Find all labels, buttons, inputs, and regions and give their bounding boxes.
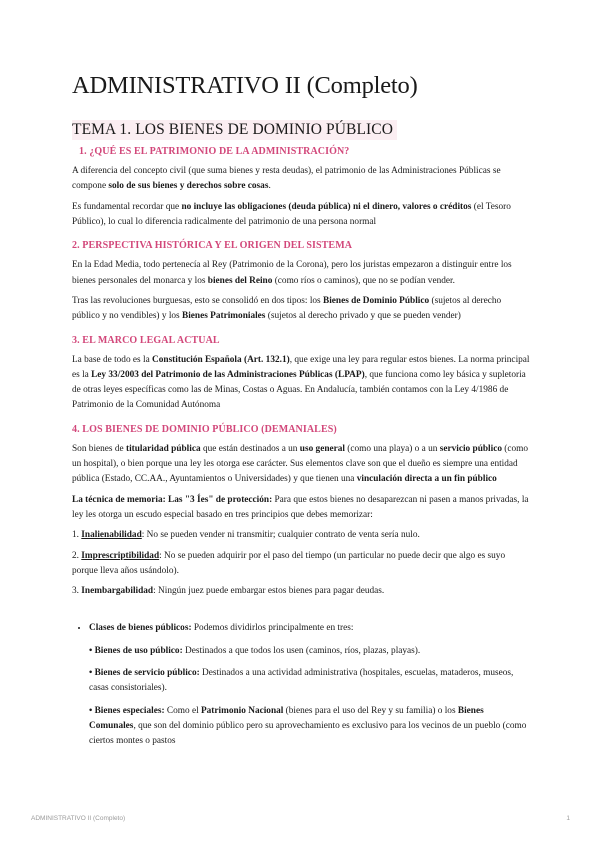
memory-technique-paragraph: La técnica de memoria: Las "3 Íes" de protección: Para que estos bienes no desaparezcan ni pasen a manos privadas, la ley les otorga un escudo especial basado en tres principios que debes memorizar: (72, 494, 529, 520)
section-2-paragraph-1: En la Edad Media, todo pertenecía al Rey (Patrimonio de la Corona), pero los juristas empezaron a distinguir entre los bienes personales del monarca y los bienes del Reino (como ríos o caminos), que no se podían vender. (72, 260, 512, 286)
section-1-paragraph-1: A diferencia del concepto civil (que suma bienes y resta deudas), el patrimonio de las Administraciones Públicas se compone solo de sus bienes y derechos sobre cosas. (72, 166, 501, 192)
section-1-heading (79, 146, 530, 157)
principle-item-2: 2. Imprescriptibilidad: No se pueden adquirir por el paso del tiempo (un particular no puede decir que algo es suyo porque lleva años usándolo). (72, 550, 506, 576)
class-uso-publico: • Bienes de uso público: Destinados a que todos los usen (caminos, ríos, plazas, playas). (89, 645, 421, 656)
tema-heading: TEMA 1. LOS BIENES DE DOMINIO PÚBLICO (72, 120, 397, 140)
classes-list-item: • Clases de bienes públicos: Podemos dividirlos principalmente en tres: • Bienes de uso público: Destinados a que todos los usen (caminos, ríos, plazas, playas). • Bienes de servicio público: Destinados a una actividad administrativa (hospitales, escuelas, mataderos, museos, casas consistoriales). • Bienes especiales: Como el Patrimonio Nacional (bienes para el uso del Rey y su familia) o los Bienes Comunales, que son del dominio público pero su aprovechamiento es exclusivo para los vecinos de un pueblo (como ciertos montes o pastos (89, 621, 530, 749)
page-number: 1 (566, 815, 570, 822)
page-content (72, 72, 530, 749)
section-1-paragraph-2: Es fundamental recordar que no incluye las obligaciones (deuda pública) ni el dinero, valores o créditos (el Tesoro Público), lo cual lo diferencia radicalmente del patrimonio de una persona normal (72, 201, 511, 228)
section-4-paragraph-1: Son bienes de titularidad pública que están destinados a un uso general (como una playa) o a un servicio público (como un hospital), o bien porque una ley les otorga ese carácter. Sus elementos clave son que el dueño es siempre una entidad pública (Estado, CC.AA., Ayuntamientos o Universidades) y que tienen una vinculación directa a un fin público (72, 443, 529, 485)
section-2-heading: 2. PERSPECTIVA HISTÓRICA Y EL ORIGEN DEL SISTEMA (72, 240, 353, 252)
section-3-heading: 3. EL MARCO LEGAL ACTUAL (72, 334, 220, 346)
principle-item-1: 1. Inalienabilidad: No se pueden vender ni transmitir; cualquier contrato de venta sería nulo. (72, 530, 420, 541)
section-3-paragraph: La base de todo es la Constitución Española (Art. 132.1), que exige una ley para regular estos bienes. La norma principal es la Ley 33/2003 del Patrimonio de las Administraciones Públicas (LPAP), que funciona como ley básica y supletoria de otras leyes específicas como las de Minas, Costas o Aguas. En Andalucía, también contamos con la Ley 4/1986 de Patrimonio de la Comunidad Autónoma (72, 354, 530, 411)
document-title: ADMINISTRATIVO II (Completo) (72, 72, 418, 99)
class-servicio-publico: • Bienes de servicio público: Destinados a una actividad administrativa (hospitales, escuelas, mataderos, museos, casas consistoriales). (89, 668, 514, 694)
principle-item-3: 3. Inembargabilidad: Ningún juez puede embargar estos bienes para pagar deudas. (72, 586, 385, 597)
class-especiales: • Bienes especiales: Como el Patrimonio Nacional (bienes para el uso del Rey y su familia) o los Bienes Comunales, que son del dominio público pero su aprovechamiento es exclusivo para los vecinos de un pueblo (como ciertos montes o pastos (89, 705, 527, 747)
section-2-paragraph-2: Tras las revoluciones burguesas, esto se consolidó en dos tipos: los Bienes de Dominio Público (sujetos al derecho público y no vendibles) y los Bienes Patrimoniales (sujetos al derecho privado y que se pueden vender) (72, 295, 502, 322)
footer-title: ADMINISTRATIVO II (Completo) (31, 815, 126, 822)
section-4-heading: 4. LOS BIENES DE DOMINIO PÚBLICO (DEMANIALES) (72, 423, 337, 435)
section-1-number: 1. (79, 146, 87, 158)
classes-list (72, 621, 530, 749)
page-footer (31, 815, 570, 822)
section-1-title: ¿QUÉ ES EL PATRIMONIO DE LA ADMINISTRACIÓN? (89, 146, 350, 158)
